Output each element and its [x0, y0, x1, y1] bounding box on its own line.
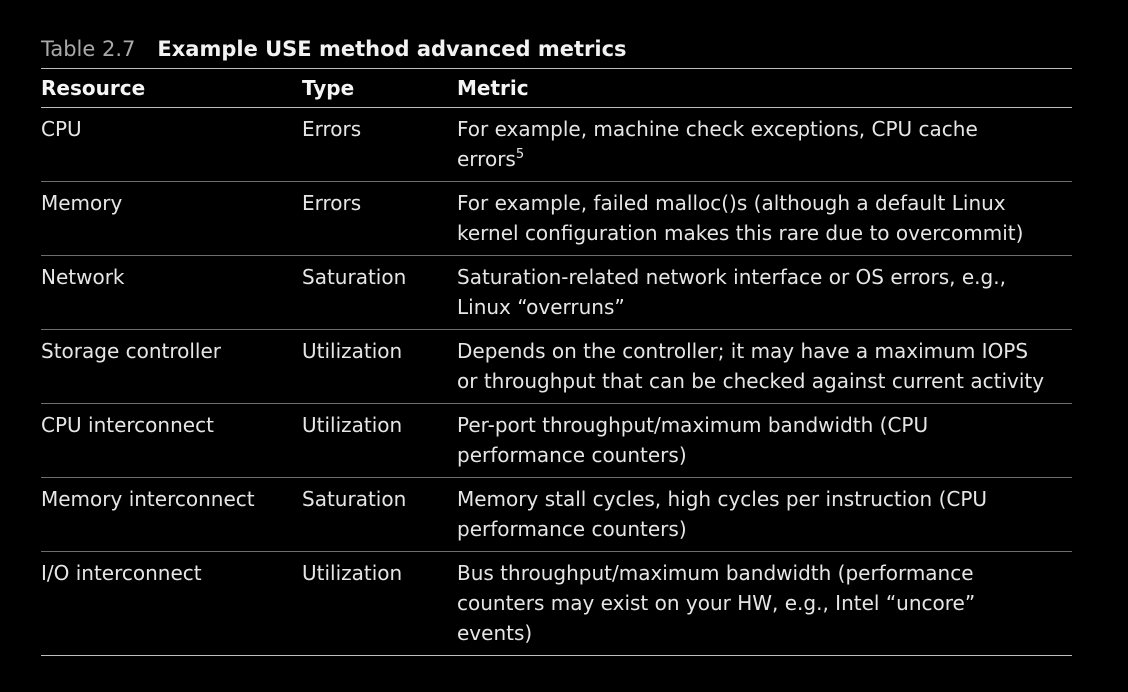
metric-line: events): [457, 621, 533, 645]
type-cell: Saturation: [302, 478, 457, 552]
table-row: [41, 108, 1072, 182]
metric-line: counters may exist on your HW, e.g., Intel “uncore”: [457, 591, 976, 615]
resource-cell: CPU interconnect: [41, 404, 302, 478]
table-row: [41, 478, 1072, 552]
column-header-resource: Resource: [41, 69, 302, 108]
metric-cell: [457, 256, 1072, 330]
table-row: [41, 182, 1072, 256]
metrics-table: [41, 69, 1072, 656]
resource-cell: Storage controller: [41, 330, 302, 404]
metric-line: Depends on the controller; it may have a maximum IOPS: [457, 339, 1029, 363]
resource-cell: Network: [41, 256, 302, 330]
metric-line: performance counters): [457, 517, 687, 541]
column-header-metric: Metric: [457, 69, 1072, 108]
type-cell: Saturation: [302, 256, 457, 330]
resource-cell: Memory interconnect: [41, 478, 302, 552]
metric-cell: [457, 108, 1072, 182]
metric-line: Memory stall cycles, high cycles per instruction (CPU: [457, 487, 988, 511]
table-row: [41, 404, 1072, 478]
type-cell: Utilization: [302, 552, 457, 656]
resource-cell: I/O interconnect: [41, 552, 302, 656]
table-row: [41, 330, 1072, 404]
metric-cell: [457, 552, 1072, 656]
metric-line: For example, machine check exceptions, CPU cache: [457, 117, 978, 141]
metric-line: Per-port throughput/maximum bandwidth (CPU: [457, 413, 929, 437]
resource-cell: CPU: [41, 108, 302, 182]
table-row: [41, 552, 1072, 656]
table-number: Table 2.7: [41, 37, 136, 61]
table-container: [41, 34, 1072, 656]
header-row: [41, 69, 1072, 108]
table-row: [41, 256, 1072, 330]
metric-line: Saturation-related network interface or OS errors, e.g.,: [457, 265, 1006, 289]
metric-cell: [457, 404, 1072, 478]
metric-line: kernel configuration makes this rare due to overcommit): [457, 221, 1024, 245]
type-cell: Utilization: [302, 404, 457, 478]
type-cell: Errors: [302, 108, 457, 182]
metric-line: Linux “overruns”: [457, 295, 625, 319]
type-cell: Utilization: [302, 330, 457, 404]
resource-cell: Memory: [41, 182, 302, 256]
metric-cell: [457, 182, 1072, 256]
metric-cell: [457, 330, 1072, 404]
metric-line: errors: [457, 147, 516, 171]
metric-line: For example, failed malloc()s (although a default Linux: [457, 191, 1006, 215]
table-caption: [41, 34, 1072, 69]
metric-line: Bus throughput/maximum bandwidth (performance: [457, 561, 974, 585]
type-cell: Errors: [302, 182, 457, 256]
metric-line: or throughput that can be checked against current activity: [457, 369, 1045, 393]
metric-cell: [457, 478, 1072, 552]
column-header-type: Type: [302, 69, 457, 108]
metric-line: performance counters): [457, 443, 687, 467]
footnote-marker: 5: [515, 147, 525, 162]
table-title: Example USE method advanced metrics: [157, 37, 627, 61]
